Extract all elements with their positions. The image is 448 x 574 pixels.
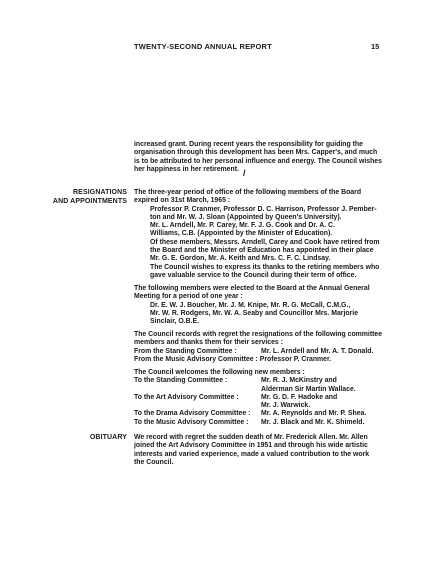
committee-row [134,402,386,410]
member-names: Mr. L. Arndell and Mr. A. T. Donald. [261,347,374,355]
text-line: Professor P. Cranmer, Professor D. C. Harrison, Professor J. Pember- [150,205,377,213]
committee-row [134,377,386,385]
committee-row [134,356,386,364]
heading-line: AND APPOINTMENTS [52,197,127,205]
obituary-paragraph [134,434,386,467]
text-line: Meeting for a period of one year : [134,293,243,301]
page-number: 15 [371,42,380,51]
text-line: Mr. W. R. Rodgers, Mr. W. A. Seaby and Councillor Mrs. Marjorie [150,309,359,317]
member-names: Alderman Sir Martin Wallace. [261,385,356,393]
text-line: members and thanks them for their services : [134,339,283,347]
text-line: organisation through this development has been Mrs. Capper's, and much [134,149,378,157]
text-line: Mr. L. Arndell, Mr. P. Carey, Mr. F. J. G. Cook and Dr. A. C. [150,222,335,230]
text-line: gave valuable service to the Council during their term of office. [150,271,357,279]
intro-paragraph [134,141,386,174]
text-line: Of these members, Messrs. Arndell, Carey and Cook have retired from [150,238,380,246]
text-line: her happiness in her retirement. [134,165,239,173]
text-line: The Council wishes to express its thanks to the retiring members who [150,263,380,271]
text-line: Williams, C.B. (Appointed by the Minister of Education). [150,230,333,238]
text-line: the Council. [134,458,174,466]
text-line: increased grant. During recent years the responsibility for guiding the [134,141,363,148]
committee-row [134,394,386,402]
member-names: Mr. A. Reynolds and Mr. P. Shea. [261,410,367,418]
text-line: Mr. G. E. Gordon, Mr. A. Keith and Mrs. C. F. C. Lindsay. [150,255,331,263]
committee-resignations-paragraph [134,331,386,364]
heading-line: RESIGNATIONS [73,189,127,196]
committee-name: From the Standing Committee : [134,347,237,355]
text-line: Sinclair, O.B.E. [150,318,200,326]
board-expiry-paragraph [134,189,386,280]
committee-name: To the Art Advisory Committee : [134,393,239,401]
pen-tick-mark: / [243,168,246,178]
text-line: joined the Art Advisory Committee in 1951 and through his wide artistic [134,442,368,450]
text-line: ton and Mr. W. J. Sloan (Appointed by Queen's University). [150,213,342,221]
text-line: the Board and the Minister of Education has appointed in their place [150,247,374,255]
text-line: The Council welcomes the following new members : [134,369,305,376]
text-line: expired on 31st March, 1965 : [134,197,231,205]
member-names: Mr. J. Black and Mr. K. Shimeld. [261,418,365,426]
committee-name: To the Standing Committee : [134,377,228,385]
committee-name: To the Music Advisory Committee : [134,418,249,426]
text-line: Dr. E. W. J. Boucher, Mr. J. M. Knipe, Mr. R. G. McCall, C.M.G., [150,301,351,309]
member-names: Mr. G. D. F. Hadoke and [261,393,338,401]
obituary-heading: OBITUARY [89,434,127,441]
text-line: The three-year period of office of the following members of the Board [134,189,362,196]
committee-row [134,386,386,394]
text-line: We record with regret the sudden death of Mr. Frederick Allen. Mr. Allen [134,434,368,441]
text-line: The following members were elected to the Board at the Annual General [134,285,370,292]
member-names: Professor P. Cranmer. [259,355,332,363]
running-header: TWENTY-SECOND ANNUAL REPORT [134,42,272,51]
text-line: is to be attributed to her personal influence and energy. The Council wishes [134,157,382,165]
text-line: The Council records with regret the resignations of the following committee [134,331,383,338]
committee-row [134,348,386,356]
new-members-paragraph [134,369,386,427]
committee-row [134,410,386,418]
member-names: Mr. R. J. McKinstry and [261,377,337,385]
committee-name: From the Music Advisory Committee : [134,355,258,363]
board-elected-paragraph [134,285,386,326]
text-line: interests and varied experience, made a valued contribution to the work [134,450,370,458]
committee-name: To the Drama Advisory Committee : [134,410,251,418]
member-names: Mr. J. Warwick. [261,402,311,410]
committee-row [134,419,386,427]
resignations-heading [53,189,127,206]
